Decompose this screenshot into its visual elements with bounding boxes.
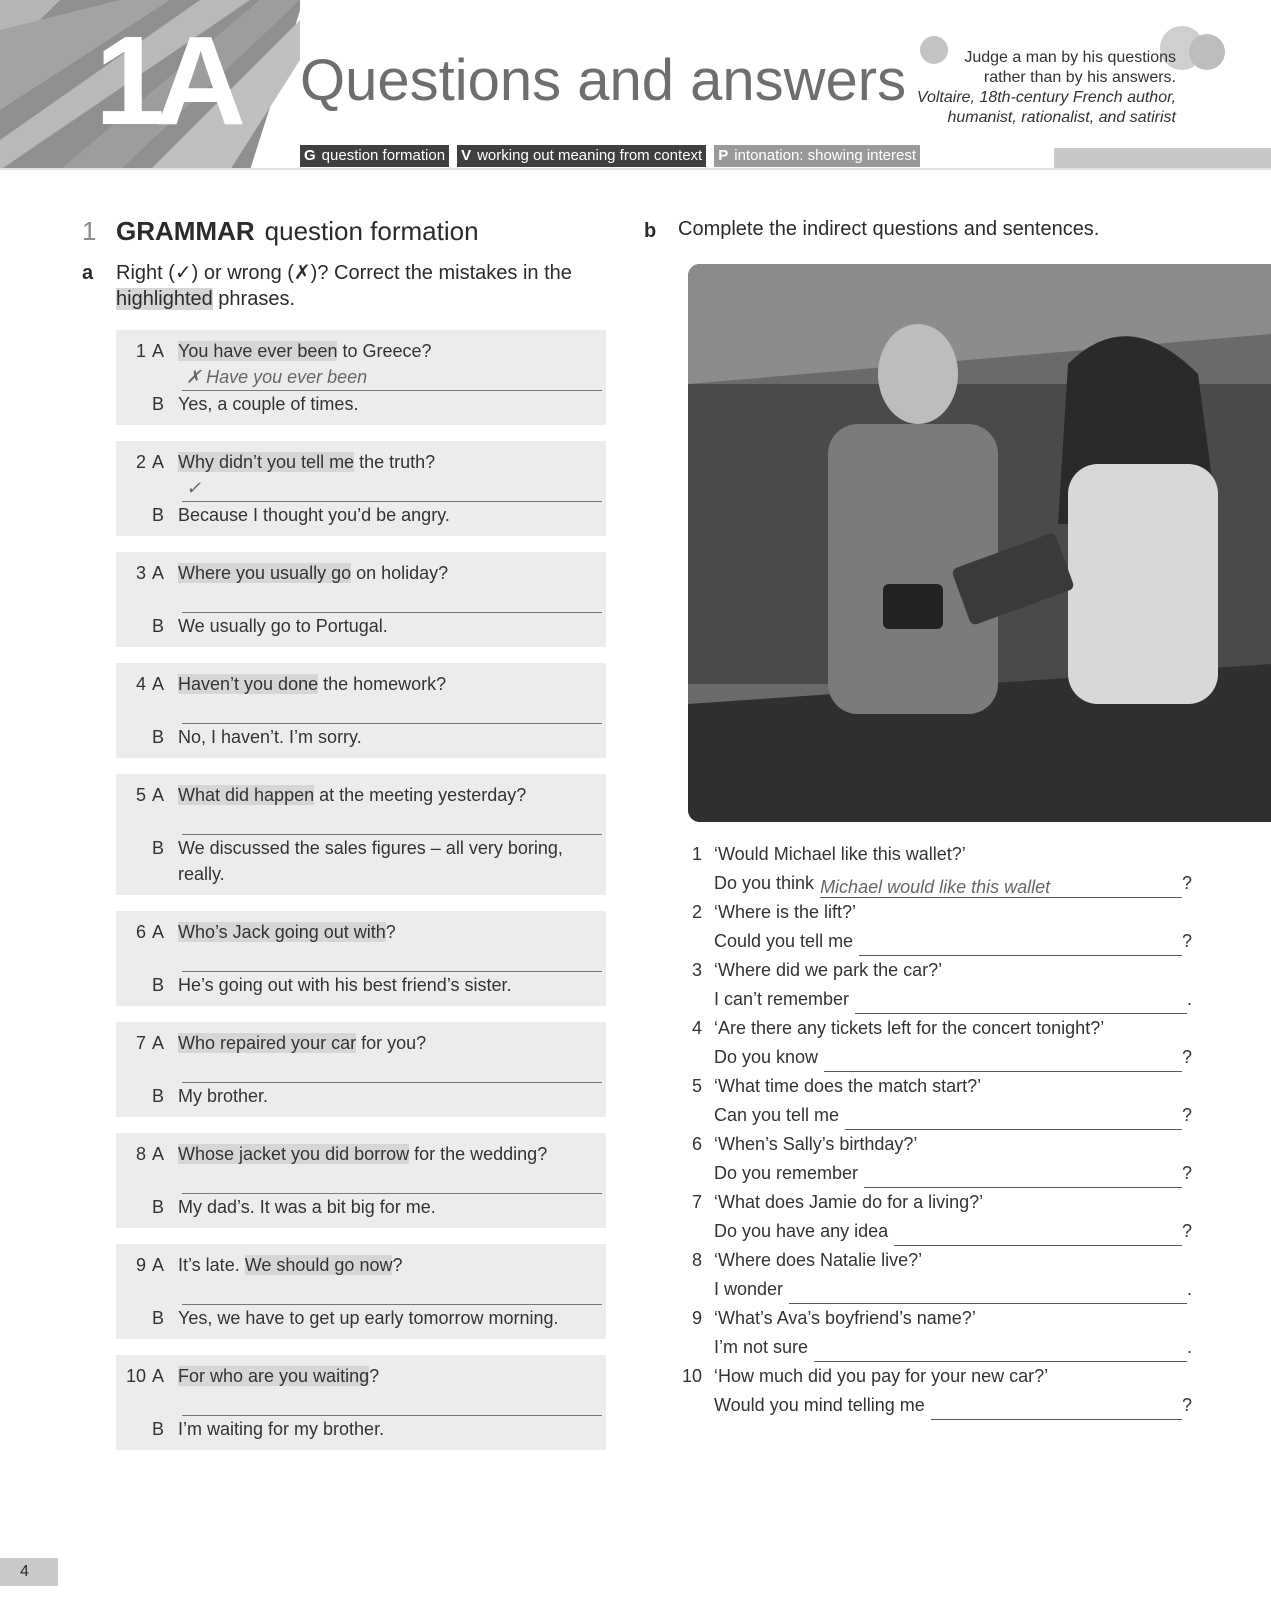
item-number: 5 (135, 785, 146, 805)
speaker-a-post: at the meeting yesterday? (314, 785, 527, 805)
item-number: 3 (135, 563, 146, 583)
end-punctuation: ? (1181, 1221, 1192, 1241)
speaker-b-text: We discussed the sales figures – all very boring, really. (178, 838, 563, 884)
speaker-a-text (178, 560, 606, 586)
item-number-spacer (116, 1083, 152, 1109)
exercise-a-instruction-line1: Right (✓) or wrong (✗)? Correct the mistakes in the (116, 262, 572, 284)
direct-question: ‘Where did we park the car?’ (714, 960, 943, 980)
answer-text: ✗ Have you ever been (186, 367, 368, 387)
speaker-b-label: B (152, 975, 165, 995)
quote-line-1: Judge a man by his questions (964, 49, 1176, 66)
item-number: 2 (691, 902, 702, 922)
tag-bar-fill (1054, 148, 1271, 168)
direct-question-row (672, 1246, 1192, 1275)
item-number: 9 (135, 1255, 146, 1275)
direct-question: ‘When’s Sally’s birthday?’ (714, 1134, 918, 1154)
highlighted-phrase: For who are you waiting (178, 1366, 370, 1386)
speaker-a-label: A (152, 922, 165, 942)
item-number: 10 (681, 1366, 702, 1386)
answer-blank[interactable] (855, 993, 1187, 1014)
item-number: 8 (691, 1250, 702, 1270)
speaker-a-label: A (152, 1033, 165, 1053)
speaker-b-text: Yes, a couple of times. (178, 394, 359, 414)
speaker-a-post: ? (369, 1366, 380, 1386)
speaker-b-row (116, 835, 606, 887)
unit-code: 1A (95, 10, 237, 151)
speaker-b-text: He’s going out with his best friend’s sister. (178, 975, 512, 995)
speaker-a-row (116, 782, 606, 808)
quote-block (917, 48, 1176, 128)
highlighted-phrase: We should go now (244, 1255, 393, 1275)
speaker-b-row (116, 613, 606, 639)
speaker-a-text (178, 449, 606, 475)
quote-line-2: rather than by his answers. (983, 69, 1176, 86)
indirect-stem: Can you tell me (714, 1105, 840, 1125)
speaker-b-text: Yes, we have to get up early tomorrow morning. (178, 1308, 559, 1328)
answer-text (182, 948, 186, 968)
speaker-a-text (178, 338, 606, 364)
exercise-a-instruction-rest: phrases. (212, 288, 296, 310)
unit-title: Questions and answers (300, 48, 907, 113)
direct-question: ‘Would Michael like this wallet?’ (714, 844, 966, 864)
speaker-b-label: B (152, 1086, 165, 1106)
speaker-b-row (116, 502, 606, 528)
speaker-a-label: A (152, 452, 165, 472)
indirect-stem: I wonder (714, 1279, 784, 1299)
speaker-b-text: I’m waiting for my brother. (178, 1419, 385, 1439)
answer-text: ✓ (186, 478, 202, 498)
indirect-stem: I can’t remember (714, 989, 850, 1009)
section-title (116, 216, 479, 247)
speaker-b-text: Because I thought you’d be angry. (178, 505, 450, 525)
answer-line[interactable] (182, 586, 602, 613)
indirect-stem: Could you tell me (714, 931, 854, 951)
exercise-b-item (672, 1362, 1192, 1420)
indirect-stem: I’m not sure (714, 1337, 809, 1357)
end-punctuation: . (1186, 989, 1192, 1009)
speaker-a-row (116, 1252, 606, 1278)
item-number: 7 (135, 1033, 146, 1053)
speaker-b-label: B (152, 394, 165, 414)
item-number-spacer (116, 1305, 152, 1331)
exercise-a-item (116, 1133, 606, 1228)
speaker-a-row (116, 449, 606, 475)
item-number: 5 (691, 1076, 702, 1096)
item-number: 1 (691, 844, 702, 864)
speaker-a-post: for the wedding? (409, 1144, 548, 1164)
highlighted-phrase: Whose jacket you did borrow (178, 1144, 410, 1164)
direct-question-row (672, 1188, 1192, 1217)
indirect-stem: Do you have any idea (714, 1221, 889, 1241)
speaker-a-row (116, 919, 606, 945)
speaker-a-row (116, 560, 606, 586)
item-number-spacer (116, 724, 152, 750)
direct-question-row (672, 1362, 1192, 1391)
answer-blank[interactable] (845, 1109, 1182, 1130)
highlighted-phrase: What did happen (178, 785, 315, 805)
speaker-a-label: A (152, 785, 165, 805)
section-title-bold: GRAMMAR (116, 216, 255, 246)
item-number: 9 (691, 1308, 702, 1328)
speaker-b-row (116, 1305, 606, 1331)
end-punctuation: . (1186, 1279, 1192, 1299)
exercise-a-letter: a (82, 262, 94, 284)
item-number: 10 (125, 1366, 146, 1386)
exercise-a-item (116, 441, 606, 536)
highlighted-phrase: Where you usually go (178, 563, 352, 583)
exercise-b-item (672, 1188, 1192, 1246)
item-number: 6 (691, 1134, 702, 1154)
speaker-b-label: B (152, 727, 165, 747)
speaker-a-label: A (152, 1255, 165, 1275)
speaker-a-post: ? (385, 922, 396, 942)
speaker-b-row (116, 391, 606, 417)
exercise-a-item (116, 1244, 606, 1339)
tag-vocabulary (457, 145, 706, 167)
speaker-a-post: for you? (356, 1033, 427, 1053)
speaker-a-text (178, 1141, 606, 1167)
skills-tag-bar (300, 145, 920, 167)
answer-line[interactable] (182, 1167, 602, 1194)
answer-blank[interactable] (789, 1283, 1187, 1304)
answer-blank[interactable]: Michael would like this wallet (820, 877, 1182, 898)
answer-line[interactable] (182, 945, 602, 972)
item-number: 2 (135, 452, 146, 472)
travellers-photo (688, 264, 1271, 822)
tag-grammar-key: G (304, 147, 316, 164)
exercise-b-letter: b (644, 220, 657, 242)
answer-line[interactable] (182, 475, 602, 502)
direct-question-row (672, 1072, 1192, 1101)
exercise-a-item (116, 663, 606, 758)
answer-line[interactable] (182, 1389, 602, 1416)
tag-vocabulary-label: working out meaning from context (477, 147, 703, 164)
exercise-b-item (672, 1130, 1192, 1188)
end-punctuation: ? (1181, 931, 1192, 951)
tag-pronunciation-key: P (718, 147, 729, 164)
item-number: 1 (135, 341, 146, 361)
exercise-a-instruction-highlight: highlighted (116, 288, 213, 310)
direct-question-row (672, 1130, 1192, 1159)
speaker-a-text (178, 1363, 606, 1389)
speaker-b-text: My dad’s. It was a bit big for me. (178, 1197, 436, 1217)
end-punctuation: ? (1181, 1395, 1192, 1415)
speaker-a-pre: It’s late. (178, 1255, 245, 1275)
indirect-stem: Do you think (714, 873, 815, 893)
end-punctuation: . (1186, 1337, 1192, 1357)
answer-line[interactable] (182, 697, 602, 724)
speaker-a-label: A (152, 1144, 165, 1164)
section-number: 1 (82, 216, 97, 246)
answer-text (182, 1170, 186, 1190)
answer-text (182, 1392, 186, 1412)
highlighted-phrase: Who repaired your car (178, 1033, 357, 1053)
answer-line[interactable] (182, 364, 602, 391)
answer-blank[interactable] (864, 1167, 1182, 1188)
indirect-row (714, 1275, 1192, 1304)
direct-question: ‘Where is the lift?’ (714, 902, 857, 922)
exercise-b-instruction: Complete the indirect questions and sentences. (678, 218, 1100, 240)
speaker-a-text (178, 919, 606, 945)
speaker-b-row (116, 1194, 606, 1220)
quote-source-line-2: humanist, rationalist, and satirist (947, 109, 1176, 126)
speaker-a-text (178, 1252, 606, 1278)
answer-text (182, 1059, 186, 1079)
speaker-a-label: A (152, 341, 165, 361)
section-title-rest: question formation (264, 216, 479, 246)
highlighted-phrase: Who’s Jack going out with (178, 922, 386, 942)
speaker-a-post: the homework? (318, 674, 447, 694)
item-number: 6 (135, 922, 146, 942)
exercise-a-item (116, 330, 606, 425)
header-divider (0, 168, 1271, 170)
exercise-b-list (672, 840, 1192, 1420)
direct-question: ‘What does Jamie do for a living?’ (714, 1192, 984, 1212)
speaker-b-text: My brother. (178, 1086, 269, 1106)
answer-text (182, 700, 186, 720)
highlighted-phrase: Why didn’t you tell me (178, 452, 355, 472)
answer-text (182, 811, 186, 831)
speaker-b-row (116, 724, 606, 750)
answer-text (182, 1281, 186, 1301)
speaker-a-post: ? (392, 1255, 403, 1275)
exercise-b-item (672, 840, 1192, 898)
end-punctuation: ? (1181, 1105, 1192, 1125)
answer-line[interactable] (182, 808, 602, 835)
speaker-a-row (116, 1030, 606, 1056)
indirect-row (714, 1101, 1192, 1130)
direct-question-row (672, 1014, 1192, 1043)
indirect-stem: Do you remember (714, 1163, 859, 1183)
indirect-row (714, 1217, 1192, 1246)
speaker-b-text: No, I haven’t. I’m sorry. (178, 727, 362, 747)
exercise-b-item (672, 956, 1192, 1014)
exercise-a-item (116, 1022, 606, 1117)
indirect-stem: Would you mind telling me (714, 1395, 925, 1415)
speaker-b-label: B (152, 1308, 165, 1328)
direct-question-row (672, 956, 1192, 985)
direct-question: ‘How much did you pay for your new car?’ (714, 1366, 1049, 1386)
answer-text (182, 589, 186, 609)
answer-blank[interactable] (814, 1341, 1187, 1362)
quote-source-line-1: Voltaire, 18th-century French author, (916, 89, 1176, 106)
page-number: 4 (0, 1558, 58, 1586)
highlighted-phrase: Haven’t you done (178, 674, 319, 694)
answer-blank[interactable] (859, 935, 1182, 956)
speaker-b-text: We usually go to Portugal. (178, 616, 388, 636)
indirect-row (714, 985, 1192, 1014)
indirect-row (714, 1043, 1192, 1072)
answer-blank[interactable] (894, 1225, 1182, 1246)
direct-question: ‘What time does the match start?’ (714, 1076, 982, 1096)
speaker-a-row (116, 1363, 606, 1389)
highlighted-phrase: You have ever been (178, 341, 338, 361)
indirect-row (714, 927, 1192, 956)
speaker-a-row (116, 338, 606, 364)
item-number: 3 (691, 960, 702, 980)
tag-pronunciation-label: intonation: showing interest (734, 147, 917, 164)
end-punctuation: ? (1181, 1047, 1192, 1067)
exercise-a-instruction (116, 260, 616, 312)
direct-question: ‘Where does Natalie live?’ (714, 1250, 923, 1270)
indirect-stem: Do you know (714, 1047, 819, 1067)
exercise-b-item (672, 1014, 1192, 1072)
direct-question-row (672, 898, 1192, 927)
speaker-b-row (116, 972, 606, 998)
speaker-b-label: B (152, 505, 165, 525)
item-number-spacer (116, 613, 152, 639)
speaker-b-label: B (152, 1419, 165, 1439)
item-number: 7 (691, 1192, 702, 1212)
speaker-a-post: to Greece? (337, 341, 432, 361)
exercise-a-item (116, 552, 606, 647)
item-number: 8 (135, 1144, 146, 1164)
speaker-a-post: the truth? (354, 452, 436, 472)
speaker-a-row (116, 1141, 606, 1167)
end-punctuation: ? (1181, 873, 1192, 893)
direct-question-row (672, 1304, 1192, 1333)
item-number-spacer (116, 1194, 152, 1220)
answer-line[interactable] (182, 1278, 602, 1305)
exercise-b-item (672, 1246, 1192, 1304)
tag-grammar (300, 145, 449, 167)
answer-blank[interactable] (931, 1399, 1182, 1420)
item-number-spacer (116, 972, 152, 998)
speaker-a-text (178, 782, 606, 808)
speaker-a-row (116, 671, 606, 697)
indirect-row (714, 1333, 1192, 1362)
speaker-b-label: B (152, 616, 165, 636)
indirect-row (714, 869, 1192, 898)
indirect-row (714, 1391, 1192, 1420)
end-punctuation: ? (1181, 1163, 1192, 1183)
item-number-spacer (116, 502, 152, 528)
speaker-a-label: A (152, 1366, 165, 1386)
exercise-b-item (672, 898, 1192, 956)
exercise-a-item (116, 774, 606, 895)
item-number-spacer (116, 391, 152, 417)
speaker-a-text (178, 1030, 606, 1056)
speaker-b-label: B (152, 1197, 165, 1217)
exercise-a-item (116, 1355, 606, 1450)
answer-blank[interactable] (824, 1051, 1182, 1072)
exercise-b-item (672, 1072, 1192, 1130)
tag-grammar-label: question formation (321, 147, 446, 164)
tag-pronunciation (714, 145, 920, 167)
speaker-b-row (116, 1083, 606, 1109)
speaker-a-text (178, 671, 606, 697)
indirect-row (714, 1159, 1192, 1188)
speaker-b-row (116, 1416, 606, 1442)
item-number-spacer (116, 835, 152, 887)
exercise-a-list (116, 330, 606, 1466)
speaker-b-label: B (152, 838, 165, 858)
exercise-b-item (672, 1304, 1192, 1362)
speaker-a-label: A (152, 563, 165, 583)
speaker-a-label: A (152, 674, 165, 694)
exercise-a-item (116, 911, 606, 1006)
tag-vocabulary-key: V (461, 147, 472, 164)
speaker-a-post: on holiday? (351, 563, 449, 583)
item-number: 4 (691, 1018, 702, 1038)
item-number-spacer (116, 1416, 152, 1442)
answer-line[interactable] (182, 1056, 602, 1083)
direct-question-row (672, 840, 1192, 869)
direct-question: ‘What’s Ava’s boyfriend’s name?’ (714, 1308, 976, 1328)
direct-question: ‘Are there any tickets left for the concert tonight?’ (714, 1018, 1105, 1038)
item-number: 4 (135, 674, 146, 694)
